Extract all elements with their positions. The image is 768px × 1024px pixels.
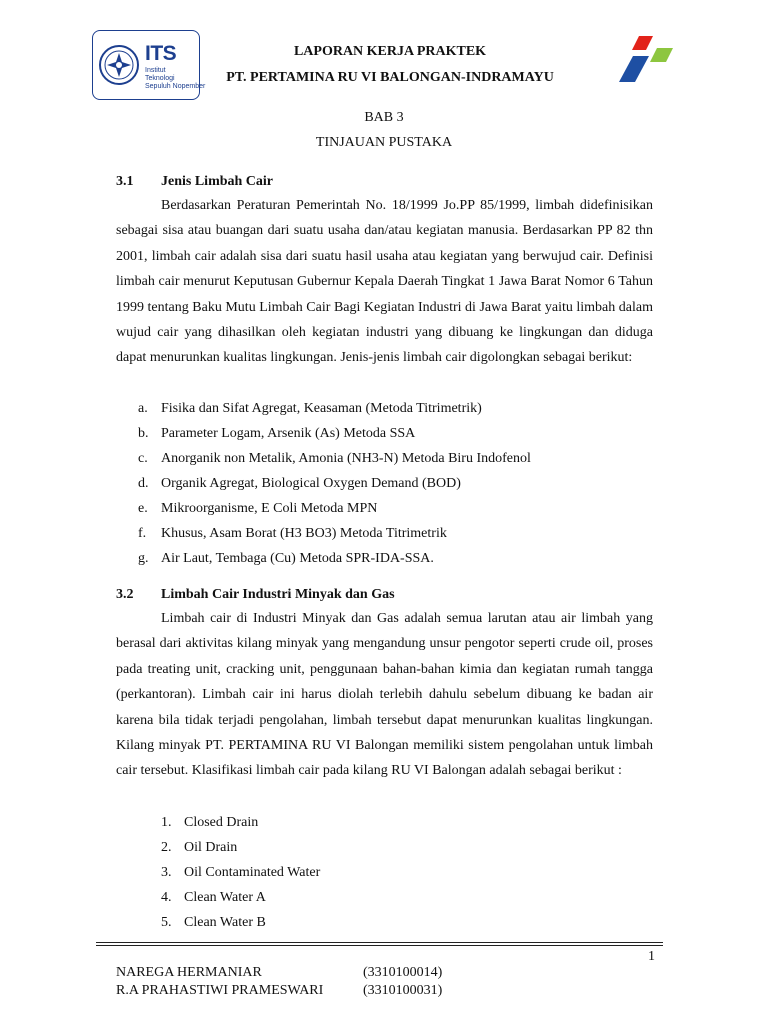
list-item-text: Oil Drain [184, 840, 238, 855]
list-item [161, 810, 320, 835]
its-logo-frame [92, 30, 206, 100]
its-wordmark: ITS [145, 42, 177, 65]
its-logo [92, 30, 206, 102]
list-marker: 5. [161, 915, 172, 930]
section-title: Limbah Cair Industri Minyak dan Gas [161, 587, 395, 602]
list-item [138, 396, 531, 421]
list-marker: 4. [161, 890, 172, 905]
list-item-text: Parameter Logam, Arsenik (As) Metoda SSA [161, 426, 416, 441]
section-title: Jenis Limbah Cair [161, 174, 274, 189]
author-id: (3310100031) [363, 983, 443, 998]
list-marker: e. [138, 501, 148, 516]
list-marker: a. [138, 401, 148, 416]
footer-divider [96, 942, 663, 943]
list-item-text: Clean Water A [184, 890, 266, 905]
list-item [161, 860, 320, 885]
list-item-text: Organik Agregat, Biological Oxygen Demand (BOD) [161, 476, 461, 491]
list-item [161, 835, 320, 860]
list-marker: d. [138, 476, 149, 491]
list-item-text: Closed Drain [184, 815, 259, 830]
list-item [138, 496, 531, 521]
its-seal-icon [98, 44, 140, 86]
list-item [138, 471, 531, 496]
chapter-label: BAB 3 [364, 110, 404, 125]
list-item-text: Air Laut, Tembaga (Cu) Metoda SPR-IDA-SSA. [161, 551, 434, 566]
pertamina-logo-icon [613, 30, 681, 88]
list-marker: c. [138, 451, 148, 466]
its-line-2: Teknologi [145, 75, 175, 82]
list-item-text: Anorganik non Metalik, Amonia (NH3-N) Metoda Biru Indofenol [161, 451, 531, 466]
footer-divider-thin [96, 945, 663, 946]
list-marker: 1. [161, 815, 172, 830]
section-paragraph: Limbah cair di Industri Minyak dan Gas adalah semua larutan atau air limbah yang berasal dari aktivitas kilang minyak yang mengandung unsur pengotor seperti crude oil, proses pada treating unit, cracking unit, penggunaan bahan-bahan kimia dan kegiatan rumah tangga (perkantoran). Limbah cair ini harus diolah terlebih dahulu sebelum dibuang ke badan air karena bila tidak terjadi pengolahan, limbah tersebut dapat menurunkan kualitas lingkungan. Kilang minyak PT. PERTAMINA RU VI Balongan memiliki sistem pengolahan untuk limbah cair tersebut. Klasifikasi limbah cair pada kilang RU VI Balongan adalah sebagai berikut : [116, 611, 653, 779]
list-item [138, 446, 531, 471]
section-number: 3.2 [116, 587, 134, 602]
list-marker: g. [138, 551, 149, 566]
author-name: NAREGA HERMANIAR [116, 965, 262, 980]
list-item-text: Khusus, Asam Borat (H3 BO3) Metoda Titrimetrik [161, 526, 447, 541]
its-line-3: Sepuluh Nopember [145, 83, 206, 90]
list-item-text: Clean Water B [184, 915, 266, 930]
list-item-text: Fisika dan Sifat Agregat, Keasaman (Metoda Titrimetrik) [161, 401, 482, 416]
chapter-title: TINJAUAN PUSTAKA [315, 135, 453, 150]
list-marker: 2. [161, 840, 172, 855]
list-item [138, 421, 531, 446]
section-number: 3.1 [116, 174, 134, 189]
waste-type-list [138, 396, 531, 571]
author-name: R.A PRAHASTIWI PRAMESWARI [116, 983, 324, 998]
classification-list [161, 810, 320, 935]
list-marker: b. [138, 426, 149, 441]
report-title: LAPORAN KERJA PRAKTEK [293, 44, 487, 59]
author-id: (3310100014) [363, 965, 443, 980]
page-number: 1 [648, 949, 655, 964]
list-item [138, 546, 531, 571]
list-item-text: Oil Contaminated Water [184, 865, 321, 880]
list-item [161, 910, 320, 935]
list-item [138, 521, 531, 546]
list-item-text: Mikroorganisme, E Coli Metoda MPN [161, 501, 378, 516]
list-marker: f. [138, 526, 147, 541]
company-name: PT. PERTAMINA RU VI BALONGAN-INDRAMAYU [226, 70, 554, 85]
list-marker: 3. [161, 865, 172, 880]
its-line-1: Institut [145, 67, 166, 74]
section-paragraph: Berdasarkan Peraturan Pemerintah No. 18/1999 Jo.PP 85/1999, limbah didefinisikan sebagai sisa atau buangan dari suatu usaha dan/atau kegiatan manusia. Berdasarkan PP 82 thn 2001, limbah cair adalah sisa dari suatu hasil usaha atau kegiatan yang berwujud cair. Definisi limbah cair menurut Keputusan Gubernur Kepala Daerah Tingkat 1 Jawa Barat Nomor 6 Tahun 1999 tentang Baku Mutu Limbah Cair Bagi Kegiatan Industri di Jawa Barat yaitu limbah dalam wujud cair yang dihasilkan oleh kegiatan industri yang dibuang ke lingkungan dan diduga dapat menurunkan kualitas lingkungan. Jenis-jenis limbah cair digolongkan sebagai berikut: [116, 198, 653, 366]
list-item [161, 885, 320, 910]
